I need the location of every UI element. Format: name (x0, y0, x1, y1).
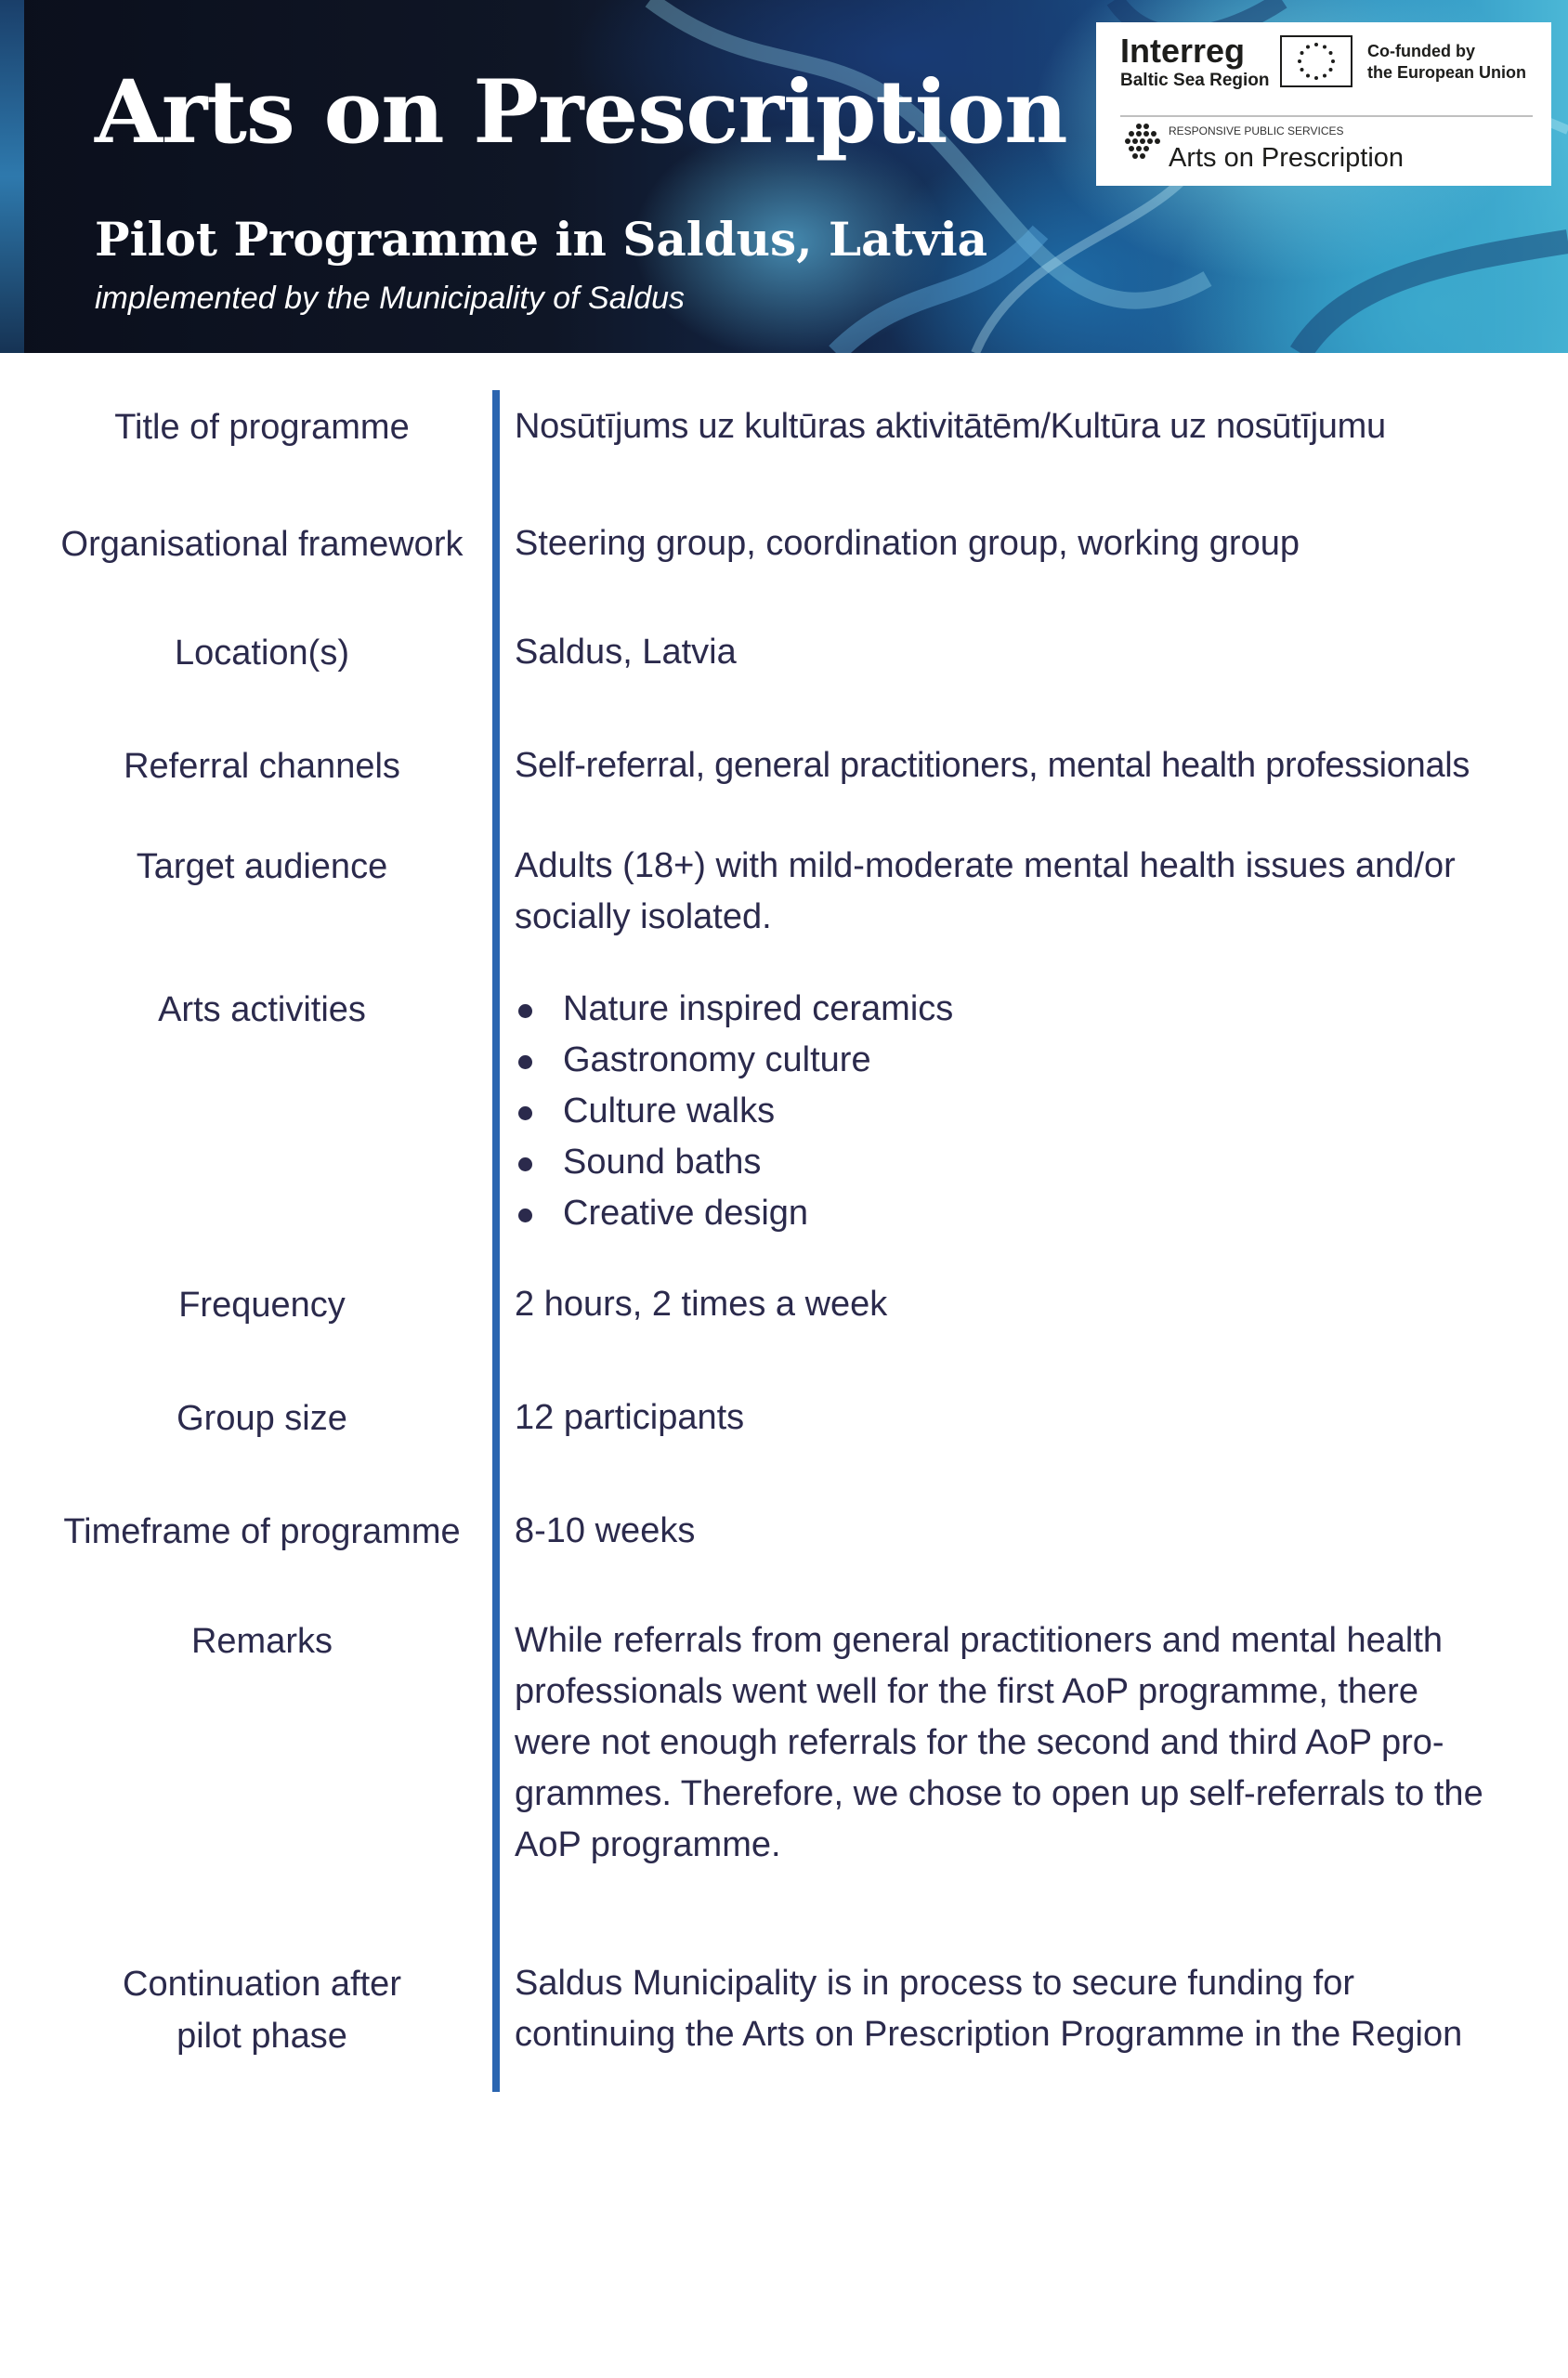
row-label (28, 1958, 496, 2062)
row-value: Saldus, Latvia (515, 633, 737, 672)
row-label: Title of programme (114, 408, 410, 447)
row-label: Target audience (136, 847, 388, 886)
list-item: Nature inspired ceramics (515, 984, 1536, 1035)
aop-dots-logo-icon (1120, 119, 1163, 165)
remarks-line: AoP programme. (515, 1825, 781, 1864)
row-label: Remarks (190, 1622, 333, 1661)
row-label: Arts activities (158, 990, 366, 1029)
row-value (515, 1615, 1536, 1871)
row-value: 12 participants (515, 1398, 745, 1437)
page-title: Arts on Prescription (95, 61, 1067, 163)
continuation-line: Saldus Municipality is in process to secure funding for (515, 1964, 1355, 2003)
row-label: Frequency (178, 1286, 346, 1325)
header-banner (0, 0, 1568, 353)
row-value: Adults (18+) with mild-moderate mental health issues and/or socially isolated. (515, 846, 1456, 936)
remarks-line: While referrals from general practitioners and mental health (515, 1621, 1444, 1660)
eu-flag-icon (1280, 35, 1352, 87)
cofunded-line-2: the European Union (1367, 63, 1526, 82)
row-value (515, 984, 1536, 1239)
rps-text: RESPONSIVE PUBLIC SERVICES (1169, 124, 1344, 137)
partner-logos (1096, 22, 1551, 186)
label-line: pilot phase (176, 2017, 347, 2056)
row-value (515, 1958, 1536, 2060)
aop-logo-text: Arts on Prescription (1169, 143, 1405, 173)
list-item: Creative design (515, 1188, 1536, 1239)
continuation-line: continuing the Arts on Prescription Programme in the Region (515, 2015, 1463, 2054)
list-item: Gastronomy culture (515, 1035, 1536, 1086)
remarks-line: were not enough referrals for the second and third AoP pro- (515, 1723, 1444, 1762)
label-line: Continuation after (123, 1965, 401, 2004)
row-value: 2 hours, 2 times a week (515, 1285, 888, 1324)
cofunded-line-1: Co-funded by (1367, 42, 1475, 60)
page-tagline: implemented by the Municipality of Saldus (95, 281, 685, 316)
list-item: Sound baths (515, 1137, 1536, 1188)
list-item: Culture walks (515, 1086, 1536, 1137)
remarks-line: professionals went well for the first AoP programme, there (515, 1672, 1418, 1711)
row-value: 8-10 weeks (515, 1511, 696, 1550)
interreg-logo-text: Interreg (1120, 32, 1246, 70)
activities-list (515, 984, 1536, 1239)
row-label: Referral channels (124, 747, 400, 786)
page-subtitle: Pilot Programme in Saldus, Latvia (95, 212, 988, 267)
row-value: Self-referral, general practitioners, mental health professionals (515, 746, 1470, 785)
row-value: Nosūtījums uz kultūras aktivitātēm/Kultūra uz nosūtījumu (515, 407, 1386, 446)
row-label: Timeframe of programme (63, 1512, 461, 1551)
row-value: Steering group, coordination group, working group (515, 524, 1300, 563)
remarks-line: grammes. Therefore, we chose to open up self-referrals to the (515, 1774, 1483, 1813)
row-label: Location(s) (175, 634, 349, 673)
row-label: Group size (176, 1399, 347, 1438)
interreg-region-text: Baltic Sea Region (1120, 71, 1270, 90)
cofunded-text (1367, 41, 1526, 84)
logo-divider (1120, 115, 1533, 117)
row-label: Organisational framework (60, 525, 464, 564)
